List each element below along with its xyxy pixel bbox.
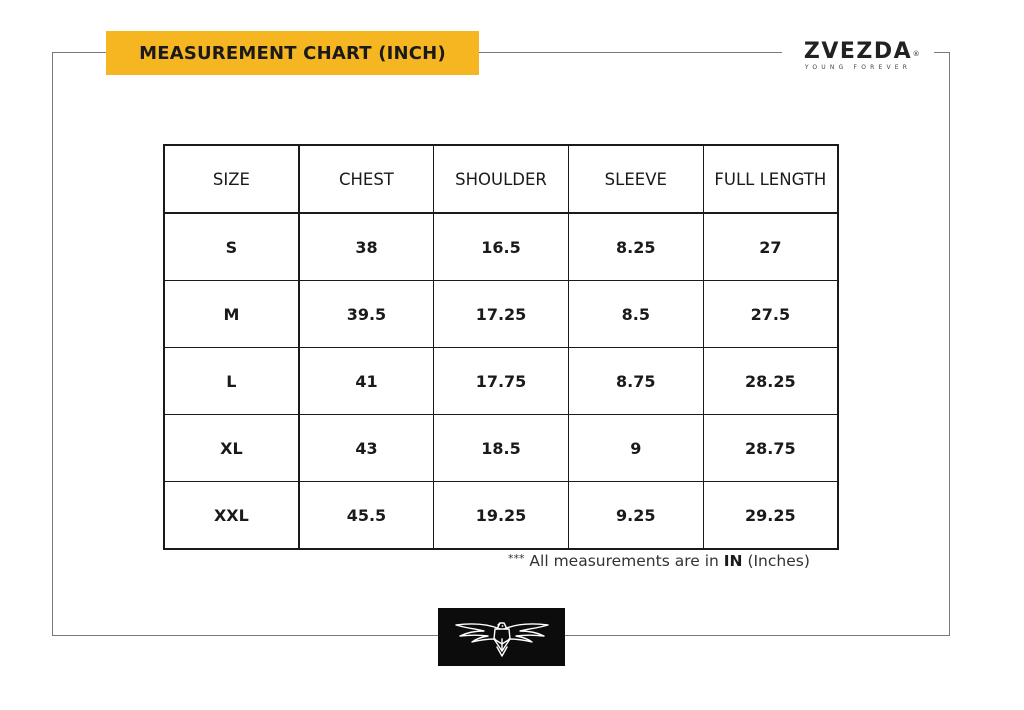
column-header: SHOULDER <box>434 145 569 213</box>
column-header: SIZE <box>164 145 299 213</box>
measurement-table <box>163 144 839 550</box>
brand-name: ZVEZDA <box>803 39 913 64</box>
footnote-asterisks: *** <box>508 552 525 565</box>
table-cell: XL <box>164 415 299 482</box>
table-row <box>164 482 838 550</box>
brand-logo <box>782 38 934 76</box>
table-cell: L <box>164 348 299 415</box>
table-cell: 43 <box>299 415 434 482</box>
table-cell: 28.75 <box>703 415 838 482</box>
table-cell: 29.25 <box>703 482 838 550</box>
brand-tagline: YOUNG FOREVER <box>804 64 912 71</box>
chart-title-badge <box>106 31 479 75</box>
footnote-suffix: (Inches) <box>742 552 810 570</box>
table-cell: 9.25 <box>568 482 703 550</box>
table-cell: 8.5 <box>568 281 703 348</box>
table-cell: 45.5 <box>299 482 434 550</box>
registered-mark: ® <box>912 50 922 58</box>
table-cell: 8.25 <box>568 213 703 281</box>
footnote-unit: IN <box>723 552 743 570</box>
table-cell: 17.75 <box>434 348 569 415</box>
table-row <box>164 348 838 415</box>
table-cell: 9 <box>568 415 703 482</box>
eagle-emblem-icon <box>450 615 554 659</box>
table-cell: M <box>164 281 299 348</box>
table-row <box>164 281 838 348</box>
column-header: SLEEVE <box>568 145 703 213</box>
table-cell: 18.5 <box>434 415 569 482</box>
footer-logo <box>438 608 565 666</box>
table-cell: 27 <box>703 213 838 281</box>
table-header-row <box>164 145 838 213</box>
column-header: FULL LENGTH <box>703 145 838 213</box>
table-cell: 17.25 <box>434 281 569 348</box>
table-row <box>164 213 838 281</box>
footnote-text: All measurements are in <box>524 552 724 570</box>
table-cell: 19.25 <box>434 482 569 550</box>
table-cell: 41 <box>299 348 434 415</box>
table-cell: 38 <box>299 213 434 281</box>
measurement-footnote <box>508 552 810 570</box>
table-cell: XXL <box>164 482 299 550</box>
table-cell: 16.5 <box>434 213 569 281</box>
table-cell: 8.75 <box>568 348 703 415</box>
table-cell: 39.5 <box>299 281 434 348</box>
column-header: CHEST <box>299 145 434 213</box>
chart-title: MEASUREMENT CHART (INCH) <box>139 42 446 64</box>
table-cell: 27.5 <box>703 281 838 348</box>
table-cell: 28.25 <box>703 348 838 415</box>
table-row <box>164 415 838 482</box>
table-cell: S <box>164 213 299 281</box>
